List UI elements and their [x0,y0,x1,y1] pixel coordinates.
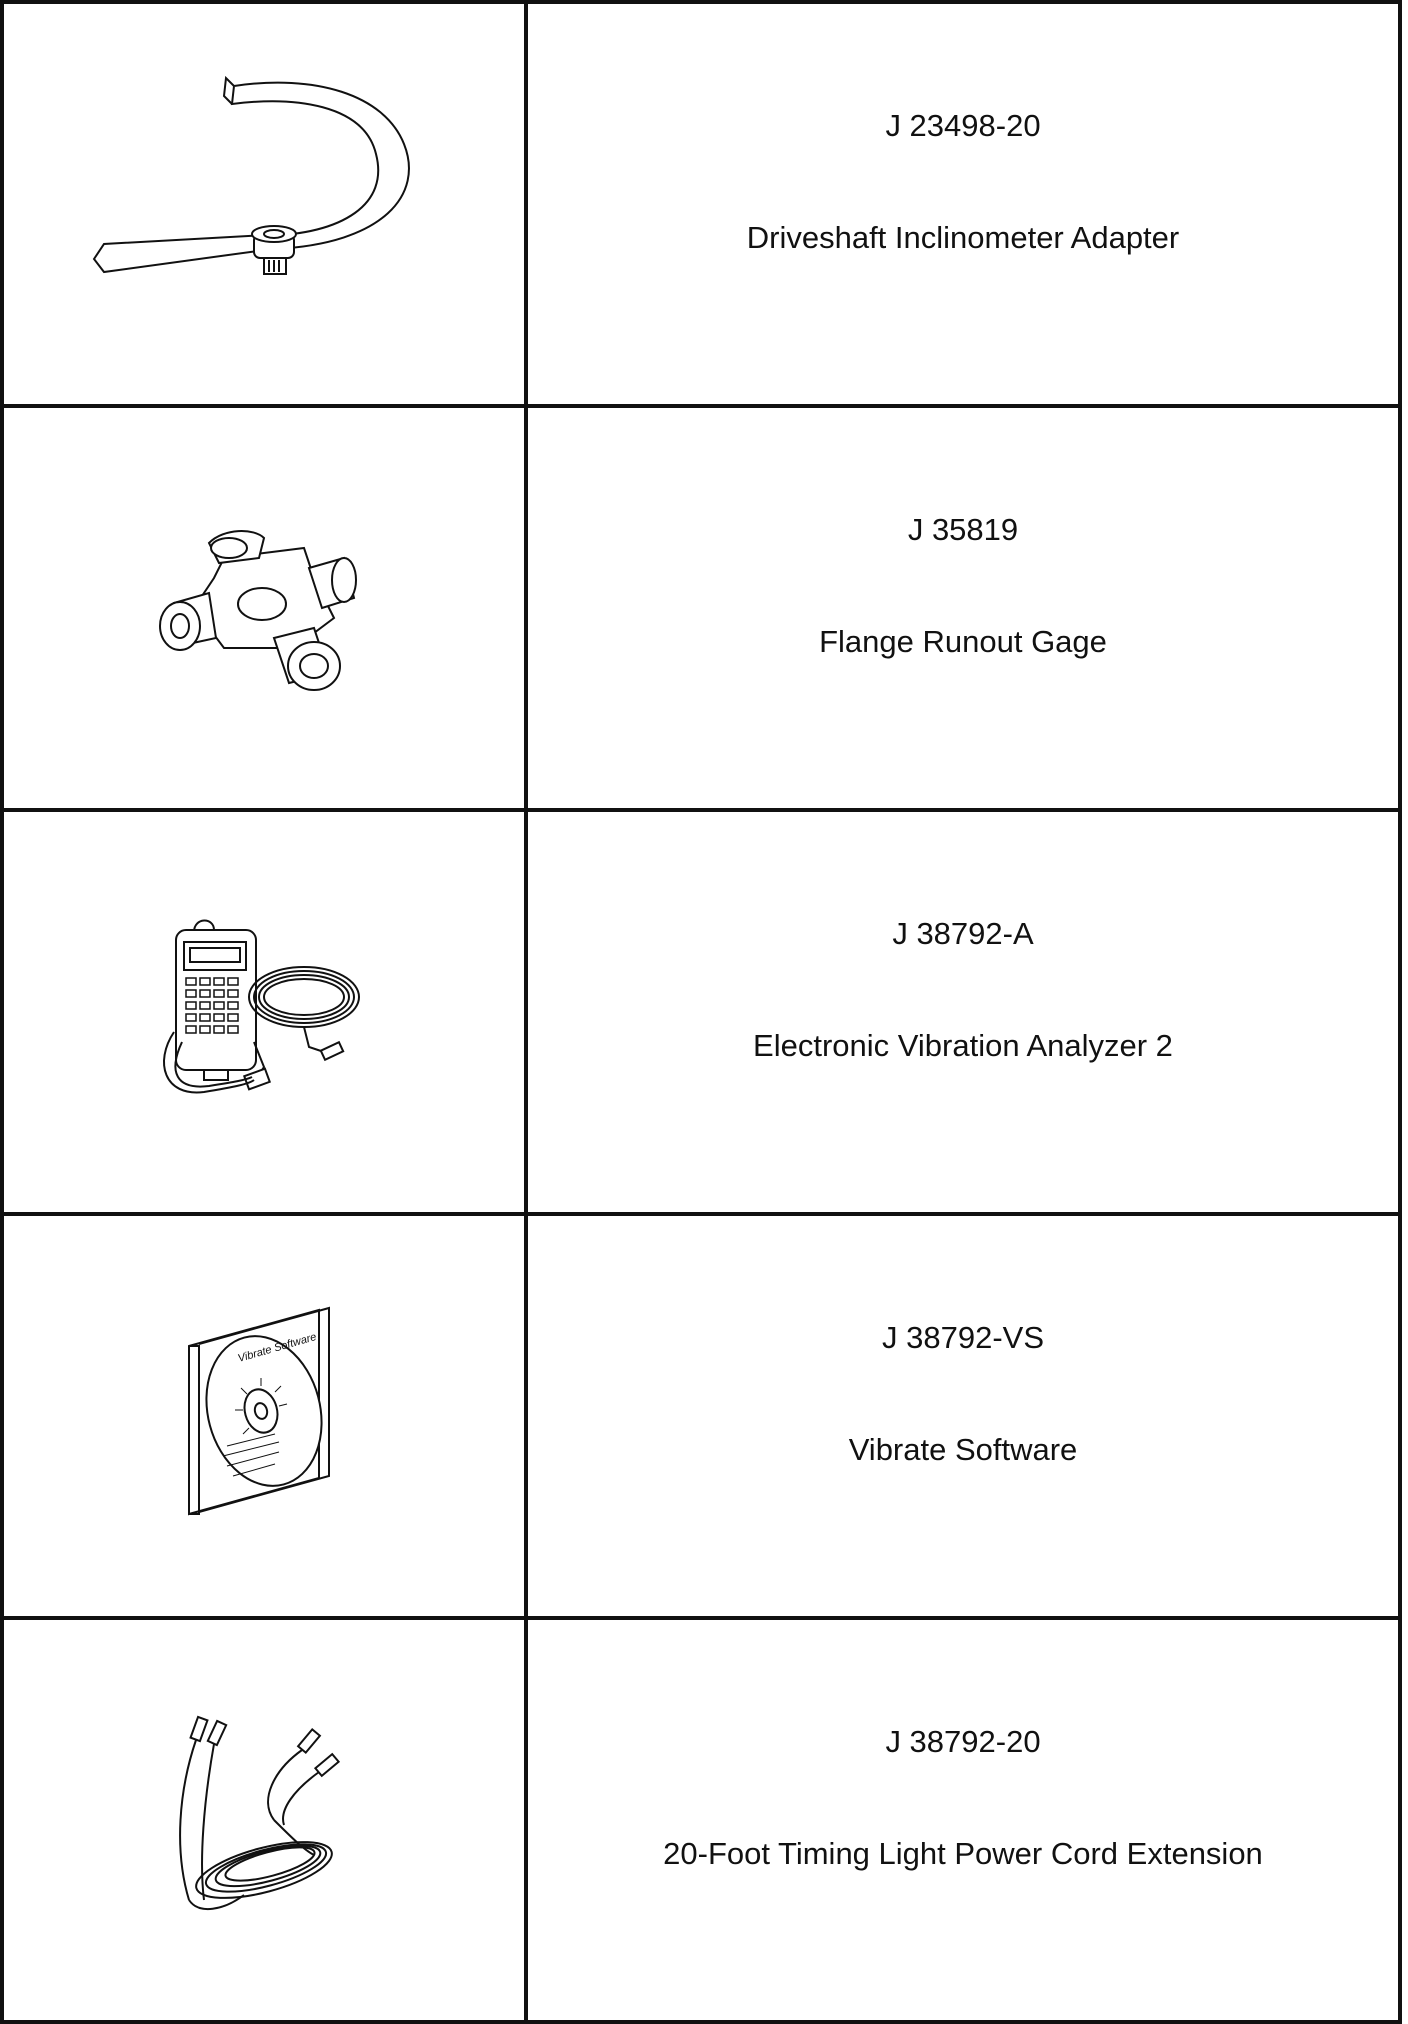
table-row [2,406,1400,810]
part-description: Vibrate Software [848,1432,1078,1467]
tool-image-cell [2,406,526,810]
software-cd-icon [179,1306,349,1526]
tool-image-cell [2,2,526,406]
tool-info-cell [526,810,1400,1214]
part-description: Flange Runout Gage [819,624,1107,659]
part-number: J 38792-VS [882,1320,1044,1355]
table-row [2,1214,1400,1618]
power-cord-extension-icon [164,1710,364,1930]
tool-image-cell [2,1214,526,1618]
cd-label-text: Vibrate Software [236,1330,318,1365]
part-description: Driveshaft Inclinometer Adapter [746,220,1180,255]
part-number: J 38792-A [892,916,1034,951]
tool-info-cell [526,1618,1400,2022]
table-row [2,2,1400,406]
tool-info-cell [526,1214,1400,1618]
inclinometer-adapter-icon [84,74,444,334]
part-number: J 23498-20 [885,108,1041,143]
tool-info-cell [526,406,1400,810]
table-row [2,810,1400,1214]
table-row [2,1618,1400,2022]
universal-joint-icon [154,518,374,698]
part-number: J 35819 [907,512,1019,547]
tool-image-cell [2,810,526,1214]
part-number: J 38792-20 [885,1724,1041,1759]
part-description: 20-Foot Timing Light Power Cord Extension [663,1836,1263,1871]
tool-info-cell [526,2,1400,406]
vibration-analyzer-icon [154,912,374,1112]
part-description: Electronic Vibration Analyzer 2 [753,1028,1173,1063]
tool-image-cell [2,1618,526,2022]
